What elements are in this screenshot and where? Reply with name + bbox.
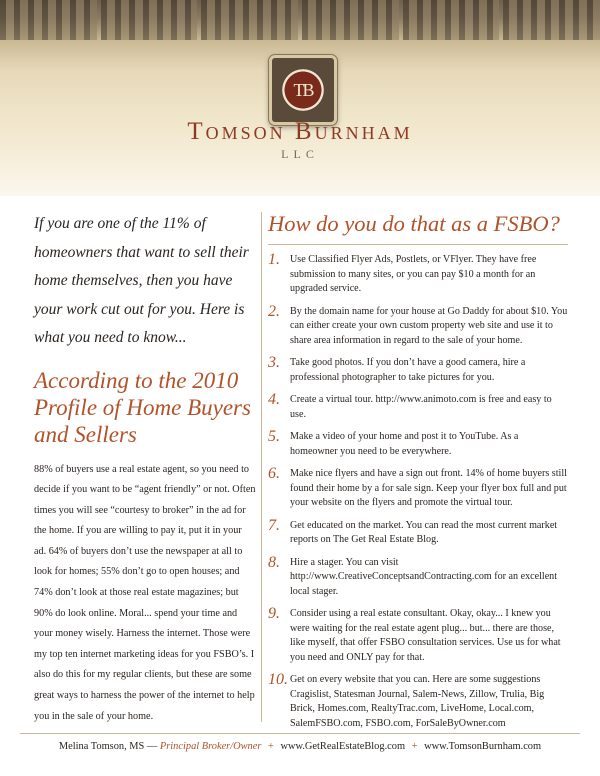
column-divider: [261, 212, 262, 722]
tip-text: Hire a stager. You can visit http://www.CreativeConceptsandContracting.com for an excellent local stager.: [290, 556, 558, 597]
tip-number: 8.: [268, 553, 280, 571]
intro-text: If you are one of the 11% of homeowners that want to sell their home themselves, then you have your work cut out for you. Here is what you need to know...: [34, 215, 249, 346]
tip-item: [268, 302, 568, 349]
tip-text: Get on every website that you can. Here are some suggestions Cragislist, Statesman Journal, Salem-News, Zillow, Trulia, Big Brick, Homes.com, RealtyTrac.com, LiveHome, Local.com, SalemFSBO.com, FSBO.com, ForSaleByOwner.com: [290, 674, 545, 729]
footer: [0, 741, 600, 752]
tip-text: Make a video of your home and post it to YouTube. As a homeowner you need to be everywhere.: [290, 431, 519, 457]
footer-name: Melina Tomson, MS —: [58, 741, 158, 752]
footer-site-link[interactable]: www.TomsonBurnham.com: [424, 741, 542, 752]
tip-item: [268, 553, 568, 600]
tip-number: 2.: [268, 302, 280, 320]
tip-item: [268, 253, 568, 297]
footer-separator: +: [268, 741, 274, 752]
logo-emblem: [269, 55, 337, 125]
tip-item: [268, 430, 568, 459]
left-heading: According to the 2010 Profile of Home Buyers and Sellers: [34, 367, 251, 447]
tip-number: 3.: [268, 354, 280, 371]
tip-text: Create a virtual tour. http://www.animoto.com is free and easy to use.: [290, 394, 552, 420]
right-column: [268, 210, 568, 739]
tip-text: Make nice flyers and have a sign out front. 14% of home buyers still found their home by a for sale sign. Keep your flyer box full and put your website on the flyers and promote the virtual tour.: [290, 468, 567, 508]
tip-number: 1.: [268, 251, 280, 268]
tip-text: Get educated on the market. You can read the most current market reports on The Get Real Estate Blog.: [290, 519, 558, 545]
tip-number: 5.: [268, 428, 280, 445]
logo-monogram: TB: [293, 79, 313, 100]
tip-number: 4.: [268, 391, 280, 408]
left-body: 88% of buyers use a real estate agent, so you need to decide if you want to be “agent friendly” or not. Often times you will see “courtesy to broker” in the ad for the home. If you are willing to pay it, put it in your ad. 64% of buyers don’t use the newspaper at all to look for homes; 55% don’t go to open houses; and 74% don’t look at those real estate magazines; but 90% do look online. Moral... spend your time and your money wisely. Harness the internet. Those were my top ten internet marketing ideas for you FSBO’s. I also do this for my regular clients, but these are some great ways to harness the power of the internet to help you in the sale of your home.: [34, 463, 256, 722]
tip-item: [268, 607, 568, 665]
footer-blog-link[interactable]: www.GetRealEstateBlog.com: [280, 741, 406, 752]
tip-item: [268, 516, 568, 548]
tip-item: [268, 393, 568, 422]
tips-list: [268, 253, 568, 731]
tip-text: By the domain name for your house at Go Daddy for about $10. You can either create your own custom property web site and use it to share area information in regard to the sale of your home.: [290, 305, 568, 346]
tip-number: 10.: [268, 671, 288, 688]
heading-rule: [268, 244, 568, 245]
right-heading: How do you do that as a FSBO?: [268, 211, 560, 236]
tip-number: 6.: [268, 465, 280, 482]
tip-text: Use Classified Flyer Ads, Postlets, or VFlyer. They have free submission to many sites, or you can pay $10 a month for an upgraded service.: [290, 254, 537, 294]
footer-role: Principal Broker/Owner: [159, 741, 262, 752]
houses-photo: [0, 0, 600, 40]
brand-name: Tomson Burnham: [187, 118, 413, 145]
tip-text: Consider using a real estate consultant. Okay, okay... I knew you were waiting for the real estate agent plug... but... there are those, like myself, that offer FSBO consultation services. Use us for what you need and ONLY pay for that.: [290, 608, 561, 663]
left-column: [34, 210, 256, 727]
tip-number: 7.: [268, 516, 280, 534]
tip-item: [268, 673, 568, 731]
header-banner: [0, 0, 600, 196]
tip-item: [268, 467, 568, 511]
tip-text: Take good photos. If you don’t have a good camera, hire a professional photographer to take pictures for you.: [290, 357, 526, 383]
brand-suffix: LLC: [281, 147, 319, 161]
tip-number: 9.: [268, 605, 280, 622]
logo-seal-icon: [280, 66, 326, 114]
footer-separator: +: [411, 741, 418, 752]
footer-rule: [20, 733, 580, 734]
tip-item: [268, 356, 568, 385]
